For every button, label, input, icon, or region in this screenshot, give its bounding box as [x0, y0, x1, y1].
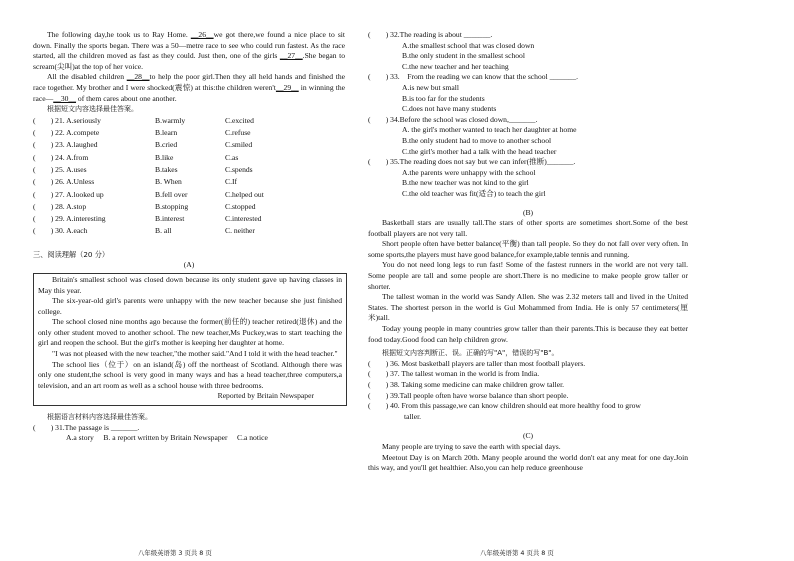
choice-b: B.interest [155, 214, 185, 224]
passage-b-para: You do not need long legs to run fast! Some of the fastest runners in the world are not very tall. Some people are tall and some people are short.There is no medicine to make people grow taller or shorter. [368, 260, 688, 291]
choice-b: B.takes [155, 164, 178, 174]
choice-c: C.If [225, 177, 238, 187]
question-31: ( ) 31.The passage is _______. [33, 422, 140, 432]
passage-a-box [33, 273, 347, 406]
choice-c: C.excited [225, 115, 254, 125]
question-option: A. the girl's mother wanted to teach her daughter at home [402, 125, 577, 135]
passage-c-para: Many people are trying to save the earth with special days. [382, 441, 561, 451]
choice-c: C.spends [225, 164, 253, 174]
page-footer-left: 八年级英语第 3 页共 8 页 [138, 549, 212, 557]
choice-row-26-a: ( ) 26. A.Unless [33, 177, 95, 187]
tf-question-37: ( ) 37. The tallest woman in the world is from India. [368, 369, 540, 379]
choice-row-27-a: ( ) 27. A.looked up [33, 189, 104, 199]
choice-c: C.as [225, 152, 239, 162]
choice-c: C.stopped [225, 201, 256, 211]
choice-b: B.stopping [155, 201, 189, 211]
choice-b: B.cried [155, 140, 178, 150]
choice-b: B.warmly [155, 115, 186, 125]
passage-b-para: Today young people in many countries grow taller than their parents.This is because they eat better food today.Good food can help children grow. [368, 324, 688, 344]
instruction-true-false: 根据短文内容判断正、误。正确的写"A"，错误的写"B"。 [382, 349, 559, 358]
choice-row-21-a: ( ) 21. A.seriously [33, 115, 101, 125]
tf-question-39: ( ) 39.Tall people often have worse balance than short people. [368, 390, 569, 400]
tf-question-36: ( ) 36. Most basketball players are taller than most football players. [368, 358, 586, 368]
question-32: ( ) 32.The reading is about _______. [368, 30, 493, 39]
question-option: C.the new teacher and her teaching [402, 61, 509, 71]
passage-b-para: Short people often have better balance(平衡) than tall people. So they do not fall over very often. In some sports,the players must have good balance,for example,table tennis and running. [368, 239, 688, 259]
passage-a-para: Britain's smallest school was closed down because its only student gave up having classes in May this year. [38, 274, 342, 295]
choice-c: C.helped out [225, 189, 264, 199]
passage-b-para: The tallest woman in the world was Sandy Allen. She was 2.32 meters tall and lived in the United States. The shortest person in the world is Gul Mohammed from India. He is only 57 centimeters(厘米)tall. [368, 292, 688, 323]
choice-b: B.fell over [155, 189, 188, 199]
question-31-options: A.a story B. a report written by Britain Newspaper C.a notice [66, 433, 268, 443]
passage-b-label: (B) [522, 207, 534, 217]
passage-b-para: Basketball stars are usually tall.The stars of other sports are sometimes short.Some of the best football players are not very tall. [368, 218, 688, 238]
choice-c: C.interested [225, 214, 262, 224]
question-option: B.the only student in the smallest school [402, 51, 525, 61]
passage-a-para: "I was not pleased with the new teacher,"the mother said."And I told it with the head teacher." [52, 349, 338, 359]
passage-c-label: (C) [522, 431, 534, 441]
right-column [368, 30, 688, 474]
question-option: B.is too far for the students [402, 93, 485, 103]
question-34: ( ) 34.Before the school was closed down,_______. [368, 114, 538, 124]
choice-row-28-a: ( ) 28. A.stop [33, 201, 87, 211]
passage-a-para: The school closed nine months ago because the former(前任的) teacher retired(退休) and the only other student moved to another school. The new teacher,Ms Puckey,was to start teaching the girl and reopen the school. But the girl's mother is keeping her daughter at home. [38, 317, 342, 348]
choice-c: C. neither [225, 226, 255, 236]
passage-a-source: Reported by Britain Newspaper [217, 391, 314, 401]
instruction-choose: 根据短文内容选择最佳答案。 [47, 105, 138, 114]
cloze-paragraph-2: All the disabled children __28__to help the poor girl.Then they all held hands and finished the race together. My brother and I were shocked(震惊) at this:the children weren't__29__ in winning the race—__30__ of them cares about one another. [33, 72, 345, 103]
passage-a-label: (A) [183, 260, 195, 270]
left-column [33, 30, 345, 444]
question-option: C.the girl's mother had a talk with the head teacher [402, 146, 557, 156]
question-option: B.the only student had to move to another school [402, 135, 552, 145]
choice-b: B. all [155, 226, 172, 236]
choice-row-22-a: ( ) 22. A.compete [33, 128, 100, 138]
question-option: A.the smallest school that was closed down [402, 40, 535, 50]
choice-row-29-a: ( ) 29. A.interesting [33, 214, 106, 224]
choice-row-23-a: ( ) 23. A.laughed [33, 140, 98, 150]
passage-c-para: Meetout Day is on March 20th. Many people around the world don't eat any meat for one day.Join this way, and you'll get healthier. Also,you can help reduce greenhouse [368, 452, 688, 473]
question-option: C.the old teacher was fit(适合) to teach the girl [402, 188, 546, 198]
choice-table [33, 115, 345, 238]
passage-a-para: The school lies（位于）on an island(岛) off the northeast of Scotland. Although there was only one student,the school is very good in many ways and has a head teacher,three computers,a television, and an art room as well as a school house with three bedrooms. [38, 359, 342, 390]
question-33: ( ) 33. From the reading we can know that the school _______. [368, 72, 579, 82]
choice-c: C.smiled [225, 140, 253, 150]
choice-b: B. When [155, 177, 182, 187]
question-option: A.is new but small [402, 82, 459, 92]
cloze-paragraph-1: The following day,he took us to Ray Home. __26__we got there,we found a nice place to sit down. Finally the sports began. There was a 50—metre race to see who could run fastest. As the race started, all the children moved as fast as they could. Just then, one of the girls __27__.She began to scream(尖叫)at the top of her voice. [33, 30, 346, 71]
tf-question-40: ( ) 40. From this passage,we can know children should eat more healthy food to grow [368, 401, 641, 411]
choice-c: C.refuse [225, 128, 251, 138]
passage-a-para: The six-year-old girl's parents were unhappy with the new teacher because she just finished college. [38, 296, 342, 316]
section-heading-reading: 三、阅读理解（20 分） [33, 249, 110, 259]
tf-question-40-cont: taller. [404, 411, 422, 421]
choice-b: B.like [155, 152, 174, 162]
choice-row-24-a: ( ) 24. A.from [33, 152, 89, 162]
question-option: A.the parents were unhappy with the school [402, 167, 536, 177]
choice-b: B.learn [155, 128, 178, 138]
choice-row-25-a: ( ) 25. A.uses [33, 164, 87, 174]
instruction-choose-2: 根据语言材料内容选择最佳答案。 [47, 413, 152, 422]
question-35: ( ) 35.The reading does not say but we can infer(推断)_______. [368, 157, 576, 167]
choice-row-30-a: ( ) 30. A.each [33, 226, 88, 236]
question-option: B.the new teacher was not kind to the girl [402, 178, 529, 188]
question-option: C.does not have many students [402, 104, 497, 114]
tf-question-38: ( ) 38. Taking some medicine can make children grow taller. [368, 380, 565, 389]
page-footer-right: 八年级英语第 4 页共 8 页 [480, 549, 554, 557]
